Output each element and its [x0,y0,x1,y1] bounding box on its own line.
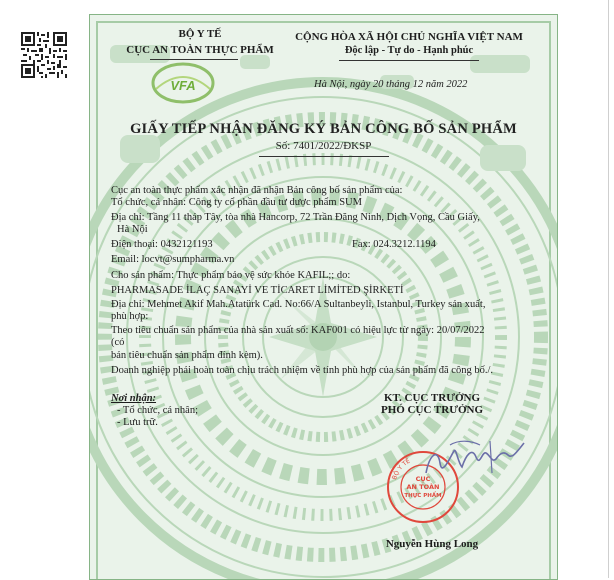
responsibility-line: Doanh nghiệp phải hoàn toàn chịu trách nhiệm về tính phù hợp của sản phẩm đã công bố./. [111,365,493,376]
vfa-logo [150,61,216,107]
country-name: CỘNG HÒA XÃ HỘI CHỦ NGHĨA VIỆT NAM [295,31,523,43]
intro-line: Cục an toàn thực phẩm xác nhận đã nhận Bản công bố sản phẩm của: [111,185,403,196]
qr-code[interactable] [21,32,67,78]
standard-line-cont: (có [111,337,125,348]
vfa-logo-text: VFA [170,78,196,93]
phone-line: Điện thoại: 0432121193 [111,239,213,250]
title-underline [259,156,389,157]
motto-underline [339,60,479,61]
document-title: GIẤY TIẾP NHẬN ĐĂNG KÝ BẢN CÔNG BỐ SẢN PHẨM [130,121,517,137]
standard-line: Theo tiêu chuẩn sản phẩm của nhà sản xuất số: KAF001 có hiệu lực từ ngày: 20/07/2022 [111,325,485,336]
place-date: Hà Nội, ngày 20 tháng 12 năm 2022 [314,79,468,90]
stamp-ring-text: BỘ Y TẾ [391,457,412,481]
signature-title-1: KT. CỤC TRƯỞNG [383,392,481,404]
national-motto: Độc lập - Tự do - Hạnh phúc [344,45,474,56]
standard-line-end: bản tiêu chuẩn sản phẩm đính kèm). [111,350,263,361]
signer-name: Nguyễn Hùng Long [385,538,479,550]
manufacturer-line: PHARMASADE İLAÇ SANAYİ VE TİCARET LİMİTED ŞİRKETİ [111,285,404,296]
manufacturer-address-line: Địa chỉ: Mehmet Akif Mah.Atatürk Cad. No:66/A Sultanbeyli, Istanbul, Turkey sản xuất, [111,299,486,310]
handwritten-signature [420,433,530,483]
address-line-cont: Hà Nội [117,224,148,235]
fax-line: Fax: 024.3212.1194 [352,239,436,250]
agency-underline [150,59,238,60]
viewer-edge [608,0,609,578]
certificate-document [89,14,558,580]
recipient-item: - Tổ chức, cá nhân; [117,405,199,416]
recipients-title: Nơi nhận: [111,393,157,404]
signature-title-2: PHÓ CỤC TRƯỞNG [380,404,484,416]
recipient-item: - Lưu trữ. [117,417,158,428]
stamp-line-3: THỰC PHẨM [404,493,442,499]
manufacturer-address-cont: phù hợp: [111,311,149,322]
stamp-line-2: AN TOÀN [406,483,440,491]
stamp-line-1: CỤC [415,475,431,483]
agency-name: CỤC AN TOÀN THỰC PHẨM [126,44,274,56]
registration-number: Số: 7401/2022/ĐKSP [275,140,372,152]
organization-line: Tổ chức, cá nhân: Công ty cổ phần đầu tư dược phẩm SUM [111,197,362,208]
ministry-name: BỘ Y TẾ [178,28,222,40]
email-line: Email: locvt@sumpharma.vn [111,254,235,265]
product-line: Cho sản phẩm: Thực phẩm bảo vệ sức khỏe KAFIL;; do: [111,270,351,281]
address-line: Địa chỉ: Tầng 11 tháp Tây, tòa nhà Hancorp, 72 Trần Đăng Ninh, Dịch Vọng, Cầu Giấy, [111,212,480,223]
